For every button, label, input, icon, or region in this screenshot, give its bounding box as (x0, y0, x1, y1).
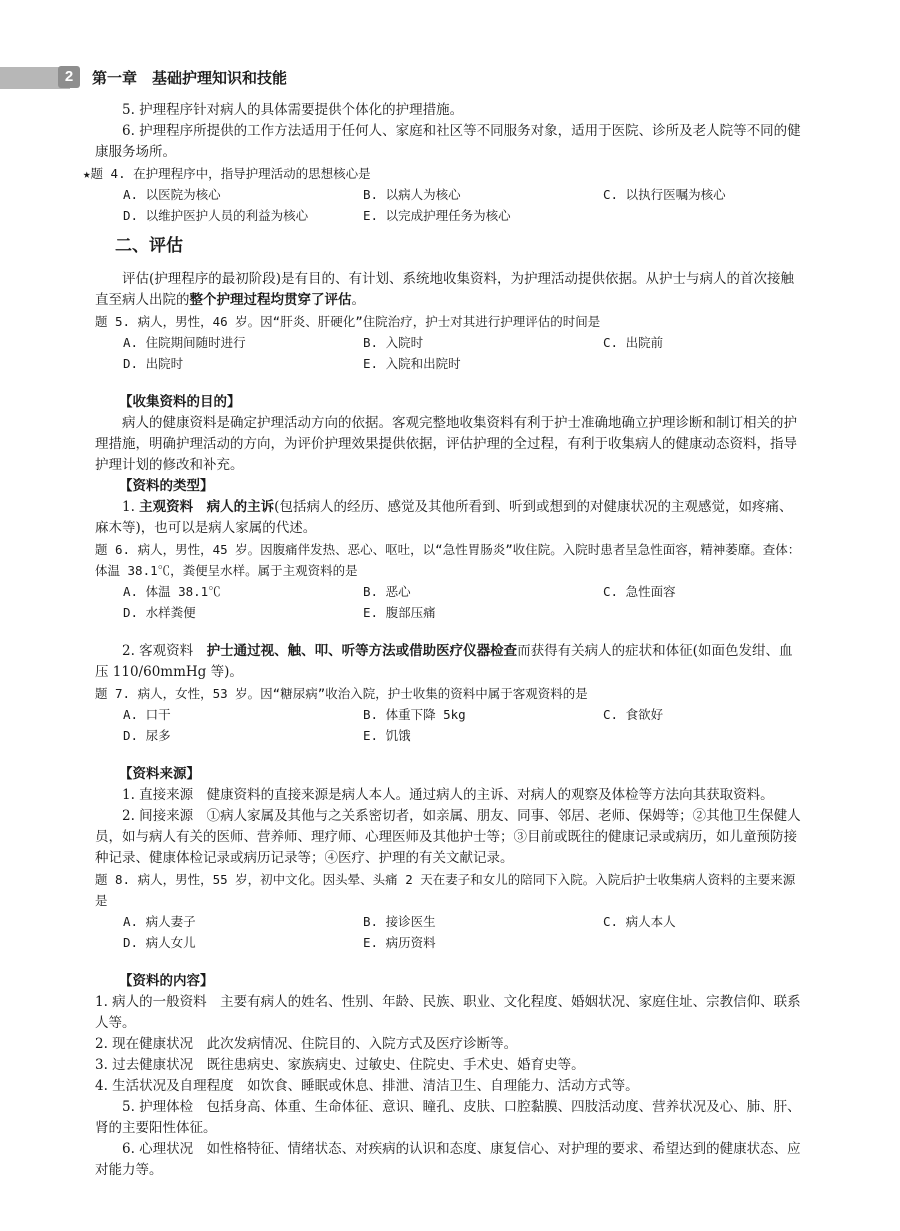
objective-bold: 护士通过视、触、叩、听等方法或借助医疗仪器检查 (206, 643, 518, 659)
question-6-stem: 题 6. 病人，男性，45 岁。因腹痛伴发热、恶心、呕吐，以“急性胃肠炎”收住院。入院时患者呈急性面容，精神萎靡。查体：体温 38.1℃，粪便呈水样。属于主观资料的是 (95, 542, 801, 578)
question-5-options (95, 332, 805, 374)
option: A. 住院期间随时进行 (123, 335, 246, 350)
option: E. 入院和出院时 (363, 356, 461, 371)
question-5-stem: 题 5. 病人，男性，46 岁。因“肝炎、肝硬化”住院治疗，护士对其进行护理评估的时间是 (95, 314, 601, 329)
indirect-source: 2. 间接来源 ①病人家属及其他与之关系密切者，如亲属、朋友、同事、邻居、老师、保姆等；②其他卫生保健人员，如与病人有关的医师、营养师、理疗师、心理医师及其他护士等；③目前或既往的健康记录或病历，如儿童预防接种记录、健康体检记录或病历记录等；④医疗、护理的有关文献记录。 (95, 808, 801, 866)
subjective-text: (包括病人的经历、感觉及其他所看到、听到或想到的对健康状况的主观感觉，如疼痛、麻木等)，也可以是病人家属的代述。 (95, 499, 793, 536)
option: D. 水样粪便 (123, 605, 196, 620)
question-6-options (95, 581, 805, 623)
option: B. 以病人为核心 (363, 187, 461, 202)
question-4-options (95, 184, 805, 226)
purpose-text: 病人的健康资料是确定护理活动方向的依据。客观完整地收集资料有利于护士准确地确立护理诊断和制订相关的护理措施，明确护理活动的方向，为评价护理效果提供依据，评估护理的全过程，有利于收集病人的健康动态资料，指导护理计划的修改和补充。 (95, 415, 797, 473)
objective-data (95, 641, 805, 683)
subjective-data (95, 497, 805, 539)
option: E. 饥饿 (363, 728, 411, 743)
direct-source: 1. 直接来源 健康资料的直接来源是病人本人。通过病人的主诉、对病人的观察及体检等方法向其获取资料。 (122, 787, 774, 803)
types-heading: 【资料的类型】 (119, 478, 214, 494)
subjective-title: 主观资料 病人的主诉 (139, 499, 275, 515)
content-item: 6. 心理状况 如性格特征、情绪状态、对疾病的认识和态度、康复信心、对护理的要求、希望达到的健康状态、应对能力等。 (95, 1141, 801, 1178)
option: C. 病人本人 (603, 914, 676, 929)
option: A. 体温 38.1℃ (123, 584, 221, 599)
option: E. 腹部压痛 (363, 605, 436, 620)
page-header (0, 67, 900, 89)
objective-text: 而获得有关病人的症状和体征(如面色发绀、血压 110/60mmHg 等)。 (95, 643, 793, 680)
option: C. 出院前 (603, 335, 664, 350)
question-4-stem: ★题 4. 在护理程序中，指导护理活动的思想核心是 (83, 166, 371, 181)
purpose-heading: 【收集资料的目的】 (119, 394, 241, 410)
sources-heading: 【资料来源】 (119, 766, 200, 782)
contents-heading: 【资料的内容】 (119, 973, 214, 989)
option: C. 急性面容 (603, 584, 676, 599)
option: D. 尿多 (123, 728, 171, 743)
option: D. 以维护医护人员的利益为核心 (123, 208, 309, 223)
option: D. 病人女儿 (123, 935, 196, 950)
option: B. 入院时 (363, 335, 424, 350)
question-8-options (95, 911, 805, 953)
option: C. 以执行医嘱为核心 (603, 187, 726, 202)
content-item: 4. 生活状况及自理程度 如饮食、睡眠或休息、排泄、清洁卫生、自理能力、活动方式等。 (95, 1078, 639, 1094)
content-item: 2. 现在健康状况 此次发病情况、住院目的、入院方式及医疗诊断等。 (95, 1036, 518, 1052)
question-7-stem: 题 7. 病人，女性，53 岁。因“糖尿病”收治入院，护士收集的资料中属于客观资料的是 (95, 686, 588, 701)
option: D. 出院时 (123, 356, 184, 371)
question-7-options (95, 704, 805, 746)
content-item: 3. 过去健康状况 既往患病史、家族病史、过敏史、住院史、手术史、婚育史等。 (95, 1057, 585, 1073)
option: E. 以完成护理任务为核心 (363, 208, 511, 223)
option: A. 病人妻子 (123, 914, 196, 929)
assessment-paragraph (95, 269, 805, 311)
content-item: 1. 病人的一般资料 主要有病人的姓名、性别、年龄、民族、职业、文化程度、婚姻状况、家庭住址、宗教信仰、联系人等。 (95, 994, 801, 1031)
content-item: 5. 护理体检 包括身高、体重、生命体征、意识、瞳孔、皮肤、口腔黏膜、四肢活动度、营养状况及心、肺、肝、肾的主要阳性体征。 (95, 1099, 801, 1136)
chapter-title: 第一章 基础护理知识和技能 (92, 69, 288, 87)
question-8-stem: 题 8. 病人，男性，55 岁，初中文化。因头晕、头痛 2 天在妻子和女儿的陪同下入院。入院后护士收集病人资料的主要来源是 (95, 872, 796, 908)
option: B. 接诊医生 (363, 914, 436, 929)
page-number: 2 (58, 66, 80, 88)
option: B. 恶心 (363, 584, 411, 599)
num: 2. 客观资料 (122, 643, 207, 659)
para-end: 。 (351, 292, 365, 308)
section-title: 二、评估 (115, 236, 183, 256)
option: E. 病历资料 (363, 935, 436, 950)
para-bold: 整个护理过程均贯穿了评估 (189, 292, 352, 308)
intro-item-5: 5. 护理程序针对病人的具体需要提供个体化的护理措施。 (122, 102, 464, 118)
option: A. 以医院为核心 (123, 187, 221, 202)
option: A. 口干 (123, 707, 171, 722)
num: 1. (122, 499, 140, 515)
option: C. 食欲好 (603, 707, 664, 722)
page-content (83, 100, 805, 1181)
intro-item-6: 6. 护理程序所提供的工作方法适用于任何人、家庭和社区等不同服务对象，适用于医院、诊所及老人院等不同的健康服务场所。 (95, 123, 801, 160)
para-text: 评估(护理程序的最初阶段)是有目的、有计划、系统地收集资料，为护理活动提供依据。从护士与病人的首次接触直至病人出院的 (95, 271, 795, 308)
option: B. 体重下降 5kg (363, 707, 466, 722)
